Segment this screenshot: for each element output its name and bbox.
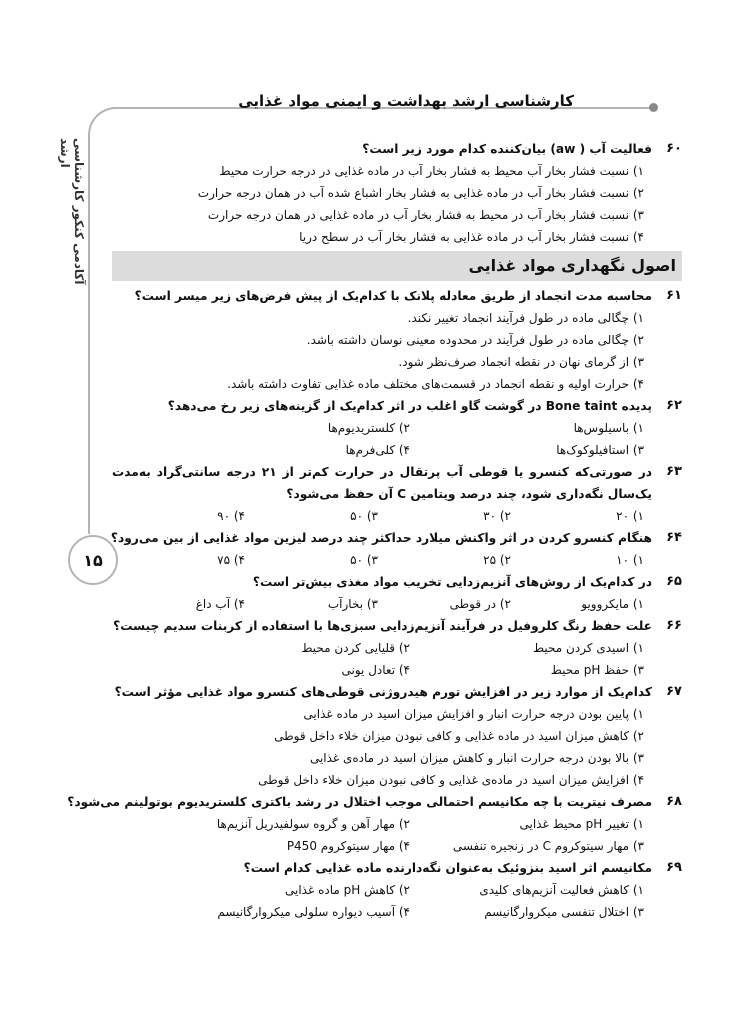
option-2: ۲) چگالی ماده در طول فرآیند در محدوده معینی نوسان داشته باشد. <box>306 333 644 347</box>
question-64 <box>112 527 682 571</box>
option-3: ۳) بخارآب <box>327 597 378 611</box>
option-2: ۲) مهار آهن و گروه سولفیدریل آنزیم‌ها <box>216 817 410 831</box>
option-1: ۱) تغییر pH محیط غذایی <box>519 817 644 831</box>
question-number: ۶۳ <box>666 464 682 479</box>
option-1: ۱) چگالی ماده در طول فرآیند انجماد تغییر نکند. <box>407 311 644 325</box>
side-rule <box>88 134 90 534</box>
option-1: ۱) باسیلوس‌ها <box>573 421 644 435</box>
question-text: در صورتی‌که کنسرو یا قوطی آب پرتقال در حرارت کم‌تر از ۲۱ درجه سانتی‌گراد به‌مدت یک‌سال نگه‌داری شود، چند درصد ویتامین C آن حفظ می‌شود؟ <box>112 465 652 501</box>
question-number: ۶۸ <box>666 794 682 809</box>
question-68 <box>67 791 682 857</box>
option-3: ۳) مهار سیتوکروم C در زنجیره تنفسی <box>452 839 644 853</box>
option-1: ۱) کاهش فعالیت آنزیم‌های کلیدی <box>479 883 644 897</box>
question-69 <box>112 857 682 923</box>
question-66 <box>112 615 682 681</box>
question-number: ۶۴ <box>666 530 682 545</box>
option-row <box>112 637 652 659</box>
question-63 <box>112 461 682 527</box>
question-67 <box>112 681 682 791</box>
option-3: ۳) بالا بودن درجه حرارت انبار و کاهش میزان اسید در ماده‌ی غذایی <box>309 751 644 765</box>
side-brand-text: آکادمی کنکور کارشناسی ارشد <box>58 138 86 285</box>
option-row <box>112 879 652 901</box>
option-2: ۲) کلستریدیوم‌ها <box>327 421 410 435</box>
option-3: ۳) ۵۰ <box>350 509 378 523</box>
question-text: مکانیسم اثر اسید بنزوئیک به‌عنوان نگه‌دارنده ماده غذایی کدام است؟ <box>243 861 652 875</box>
option-4: ۴) ۷۵ <box>217 553 245 567</box>
option-2: ۲) ۲۵ <box>483 553 511 567</box>
option-4: ۴) کلی‌فرم‌ها <box>345 443 410 457</box>
option-row <box>112 813 652 835</box>
option-3: ۳) حفظ pH محیط <box>550 663 644 677</box>
option-2: ۲) کاهش میزان اسید در ماده غذایی و کافی نبودن میزان خلاء داخل قوطی <box>274 729 644 743</box>
option-3: ۳) نسبت فشار بخار آب در محیط به فشار بخار آب در ماده غذایی در همان درجه حرارت <box>207 208 644 222</box>
page-header-title: کارشناسی ارشد بهداشت و ایمنی مواد غذایی <box>238 92 574 110</box>
question-number: ۶۲ <box>666 398 682 413</box>
option-4: ۴) تعادل یونی <box>341 663 410 677</box>
option-1: ۱) مایکروویو <box>581 597 644 611</box>
question-text: مصرف نیتریت با چه مکانیسم احتمالی موجب اختلال در رشد باکتری کلستریدیوم بوتولینم می‌شود؟ <box>67 795 652 809</box>
option-row <box>112 505 652 527</box>
question-number: ۶۹ <box>666 860 682 875</box>
header-rule-dot <box>649 103 658 112</box>
option-row <box>112 439 652 461</box>
question-text: کدام‌یک از موارد زیر در افزایش تورم هیدروژنی قوطی‌های کنسرو مواد غذایی مؤثر است؟ <box>114 685 652 699</box>
question-text: محاسبه مدت انجماد از طریق معادله پلانک با کدام‌یک از پیش فرض‌های زیر میسر است؟ <box>134 289 652 303</box>
option-2: ۲) ۳۰ <box>483 509 511 523</box>
option-1: ۱) نسبت فشار بخار آب محیط به فشار بخار آب در ماده غذایی در درجه حرارت محیط <box>219 164 644 178</box>
question-number: ۶۷ <box>666 684 682 699</box>
option-2: ۲) قلیایی کردن محیط <box>301 641 410 655</box>
frame-corner <box>88 107 118 137</box>
option-1: ۱) ۱۰ <box>616 553 644 567</box>
question-number: ۶۰ <box>666 141 682 156</box>
question-number: ۶۵ <box>666 574 682 589</box>
question-61 <box>112 285 682 395</box>
question-number: ۶۱ <box>666 288 682 303</box>
question-65 <box>112 571 682 615</box>
option-row <box>112 593 652 615</box>
option-2: ۲) در قوطی <box>449 597 511 611</box>
option-3: ۳) اختلال تنفسی میکروارگانیسم <box>484 905 644 919</box>
option-row <box>112 417 652 439</box>
option-4: ۴) آب داغ <box>195 597 245 611</box>
option-4: ۴) افزایش میزان اسید در ماده‌ی غذایی و کافی نبودن میزان خلاء داخل قوطی <box>258 773 644 787</box>
option-4: ۴) ۹۰ <box>217 509 245 523</box>
option-3: ۳) ۵۰ <box>350 553 378 567</box>
question-text: پدیده Bone taint در گوشت گاو اغلب در اثر کدام‌یک از گزینه‌های زیر رخ می‌دهد؟ <box>167 399 652 413</box>
question-text: هنگام کنسرو کردن در اثر واکنش میلارد حداکثر چند درصد لیزین مواد غذایی از بین می‌رود؟ <box>110 531 652 545</box>
page-number: ۱۵ <box>68 535 118 585</box>
option-4: ۴) مهار سیتوکروم P450 <box>286 839 410 853</box>
option-1: ۱) اسیدی کردن محیط <box>533 641 644 655</box>
option-row <box>112 835 652 857</box>
question-text: در کدام‌یک از روش‌های آنزیم‌زدایی تخریب مواد مغذی بیش‌تر است؟ <box>252 575 652 589</box>
question-text: علت حفظ رنگ کلروفیل در فرآیند آنزیم‌زدایی سبزی‌ها با استفاده از کربنات سدیم چیست؟ <box>113 619 652 633</box>
question-text: فعالیت آب ( aw) بیان‌کننده کدام مورد زیر است؟ <box>362 142 652 156</box>
option-2: ۲) نسبت فشار بخار آب در ماده غذایی به فشار بخار اشباع شده آب در همان درجه حرارت <box>197 186 644 200</box>
option-4: ۴) حرارت اولیه و نقطه انجماد در قسمت‌های مختلف ماده غذایی تفاوت داشته باشد. <box>227 377 644 391</box>
section-heading: اصول نگهداری مواد غذایی <box>112 251 682 281</box>
option-1: ۱) پایین بودن درجه حرارت انبار و افزایش میزان اسید در ماده غذایی <box>303 707 644 721</box>
option-3: ۳) استافیلوکوک‌ها <box>556 443 644 457</box>
question-60 <box>112 138 682 248</box>
option-2: ۲) کاهش pH ماده غذایی <box>285 883 410 897</box>
option-row <box>112 901 652 923</box>
option-4: ۴) آسیب دیواره سلولی میکروارگانیسم <box>217 905 410 919</box>
option-row <box>112 659 652 681</box>
option-4: ۴) نسبت فشار بخار آب در ماده غذایی به فشار بخار آب در سطح دریا <box>299 230 644 244</box>
question-62 <box>112 395 682 461</box>
option-row <box>112 549 652 571</box>
question-number: ۶۶ <box>666 618 682 633</box>
option-3: ۳) از گرمای نهان در نقطه انجماد صرف‌نظر شود. <box>398 355 644 369</box>
option-1: ۱) ۲۰ <box>616 509 644 523</box>
